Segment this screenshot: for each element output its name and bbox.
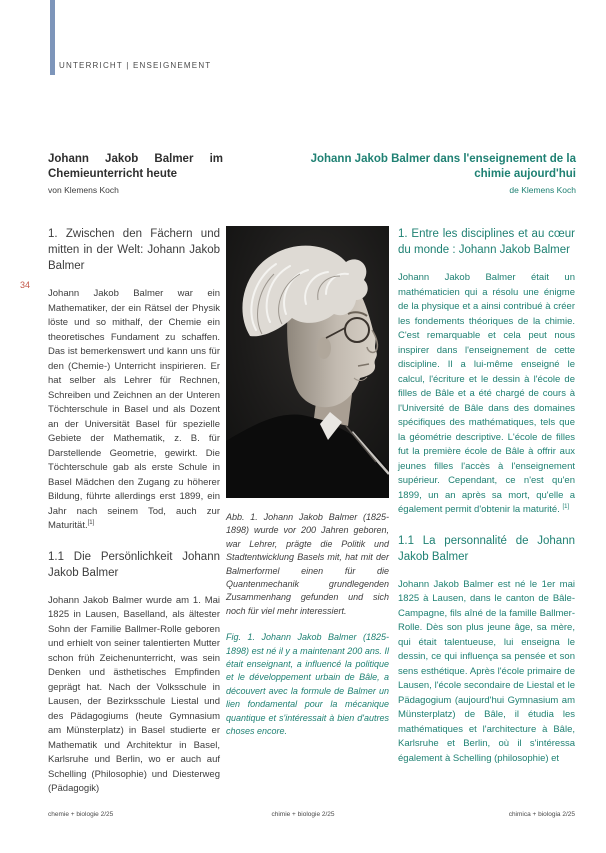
figure-caption-french: Fig. 1. Johann Jakob Balmer (1825-1898) est né il y a maintenant 200 ans. Il était enseignant, a influencé la politique et le développement urbain de Bâle, a découvert avec la formule de Balmer un lien fondamental pour la mécanique quantique et s'intéressait à bien d'autres choses encore. (226, 632, 389, 737)
french-paragraph-1 (398, 271, 575, 518)
article-byline-german: von Klemens Koch (48, 185, 119, 195)
german-paragraph-2: Johann Jakob Balmer wurde am 1. Mai 1825 in Lausen, Baselland, als ältester Sohn der Familie Ballmer-Rolle geboren und erhielt von seiner talentierten Mutter schon früh Zeichenunterricht, was sein Denken und ästhetisches Empfinden geprägt hat. Nach der Volksschule in Lausen, der Bezirksschule Liestal und des Pädagogiums (heute Gymnasium am Münsterplatz) in Basel studierte er Mathematik und Architektur in Basel, Karlsruhe und Berlin, wo er auch auf Schelling (Philosophie) und Diesterweg (Pädagogik) (48, 594, 220, 794)
german-section-heading-2: 1.1 Die Persönlichkeit Johann Jakob Balmer (48, 550, 220, 579)
french-paragraph-1-text: Johann Jakob Balmer était un mathématicien qui a résolu une énigme de la physique et a ainsi contribué à créer les fondements théoriques de la chimie. C'est remarquable et cela peut nous inspirer dans l'enseignement de cette discipline. Il a lui-même enseigné le calcul, l'écriture et le dessin à l'école de filles de Bâle et a été chargé de cours à l'Université de Bâle dans des domaines spécifiques des mathématiques, tels que la géométrie descriptive. L'école de filles fut la première école de Bâle à offrir aux jeunes filles l'accès à l'enseignement supérieur. Cependant, ce n'est qu'en 1899, un an après sa mort, qu'elle a également permit d'obtenir la maturité. (398, 272, 575, 515)
article-byline-french: de Klemens Koch (509, 185, 576, 195)
section-header: UNTERRICHT | ENSEIGNEMENT (59, 61, 212, 70)
german-text-column (48, 226, 220, 797)
article-title-french-text: Johann Jakob Balmer dans l'enseignement de la chimie aujourd'hui (310, 153, 576, 180)
balmer-portrait-photo (226, 226, 389, 498)
footer-journal-name-german: chemie + biologie 2/25 (48, 811, 114, 818)
french-paragraph-2: Johann Jakob Balmer est né le 1er mai 1825 à Lausen, dans le canton de Bâle-Campagne, fils aîné de la famille Ballmer-Rolle. Dès son plus jeune âge, sa mère, qui était talentueuse, lui enseigna le dessin, ce qui influença sa pensée et son sens esthétique. Après l'école primaire de Lausen, l'école secondaire de Liestal et le Pädagogium (aujourd'hui Gymnasium am Münsterplatz) de Bâle, il étudia les mathématiques et l'architecture à Bâle, Karlsruhe et Berlin, où il s'intéressa également à Schelling (philosophie) et (398, 578, 575, 764)
figure-caption-german: Abb. 1. Johann Jakob Balmer (1825-1898) wurde vor 200 Jahren geboren, war Lehrer, prägte die Politik und Stadtentwicklung Basels mit, hat mit der Balmerformel einen für die Quantenmechanik grundlegenden Zusammenhang gefunden und sich noch für viel mehr interessiert. (226, 512, 389, 616)
german-section-heading-1: 1. Zwischen den Fächern und mitten in der Welt: Johann Jakob Balmer (48, 228, 220, 272)
figure-column (226, 226, 389, 739)
article-title-german (48, 152, 223, 195)
article-title-german-text: Johann Jakob Balmer im Chemieunterricht heute (48, 153, 223, 180)
german-paragraph-1-text: Johann Jakob Balmer war ein Mathematiker, der ein Rätsel der Physik löste und so mithalf, der Chemie ein theoretisches Fundament zu schaffen. Das ist bemerkenswert und kann uns für den (Chemie-) Unterricht inspirieren. Er hat selber als Lehrer für Rechnen, Schreiben und Zeichnen an der Unteren Töchterschule in Basel und als Dozent an der Universität Basel für spezielle Gebiete der Mathematik, z. B. für Darstellende Geometrie, gewirkt. Die Töchterschule gab als erste Schule in Basel Mädchen den Zugang zu höherer Bildung, führte allerdings erst 1899, ein Jahr nach seinem Tod, auch zur Maturität. (48, 288, 220, 531)
margin-page-number: 34 (20, 280, 31, 290)
french-section-heading-1: 1. Entre les disciplines et au cœur du monde : Johann Jakob Balmer (398, 228, 575, 256)
footnote-marker-german: [1] (87, 519, 95, 526)
german-paragraph-1 (48, 287, 220, 534)
footer-journal-name-italian: chimica + biologia 2/25 (508, 811, 575, 818)
footnote-marker-french: [1] (562, 503, 570, 510)
french-text-column (398, 226, 575, 766)
header-accent-bar (50, 0, 55, 75)
french-section-heading-2: 1.1 La personnalité de Johann Jakob Balmer (398, 534, 575, 563)
article-title-french (300, 152, 576, 195)
footer-journal-name-french: chimie + biologie 2/25 (271, 811, 335, 818)
